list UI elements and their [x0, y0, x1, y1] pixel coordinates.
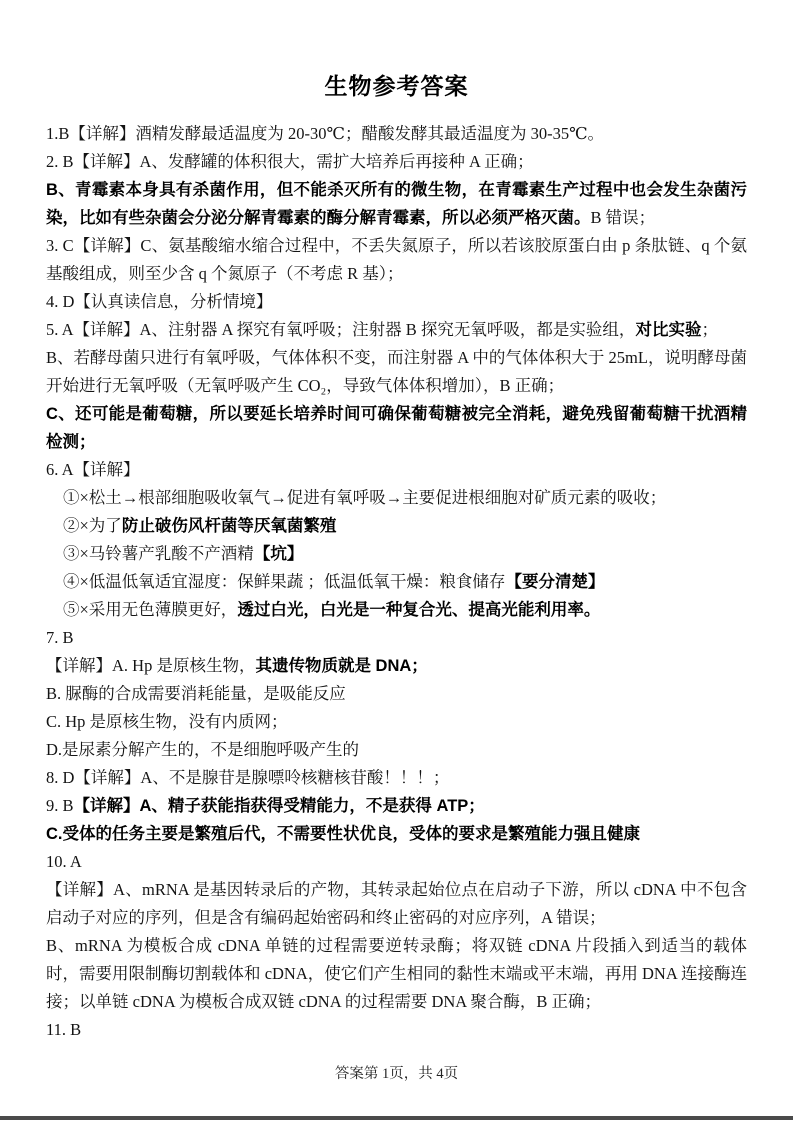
- body-text: 9. B: [46, 796, 74, 815]
- answer-paragraph: [46, 876, 747, 932]
- answer-paragraph: [46, 596, 747, 624]
- emphasis-text: C.受体的任务主要是繁殖后代，不需要性状优良，受体的要求是繁殖能力强且健康: [46, 825, 640, 843]
- answer-paragraph: [46, 400, 747, 456]
- answer-paragraph: [46, 624, 747, 652]
- body-text: 10. A: [46, 852, 82, 871]
- emphasis-text: 防止破伤风杆菌等厌氧菌繁殖: [121, 517, 337, 535]
- answer-paragraph: [46, 540, 747, 568]
- answer-paragraph: [46, 848, 747, 876]
- answer-paragraph: [46, 316, 747, 344]
- body-text: 3. C【详解】C、氨基酸缩水缩合过程中，不丢失氮原子，所以若该胶原蛋白由 p 条肽链、q 个氨基酸组成，则至少含 q 个氮原子（不考虑 R 基）；: [46, 236, 747, 283]
- emphasis-text: 透过白光，白光是一种复合光、提高光能利用率。: [237, 601, 601, 619]
- body-text: 【详解】A. Hp 是原核生物，: [46, 656, 256, 675]
- body-text: 7. B: [46, 628, 74, 647]
- answer-paragraph: [46, 512, 747, 540]
- body-text: ③×马铃薯产乳酸不产酒精: [63, 544, 254, 563]
- emphasis-text: 【详解】A、精子获能指获得受精能力，不是获得 ATP；: [73, 797, 485, 815]
- emphasis-text: 其遗传物质就是 DNA；: [255, 657, 428, 675]
- body-text: 【详解】A、mRNA 是基因转录后的产物，其转录起始位点在启动子下游，所以 cDNA 中不包含启动子对应的序列，但是含有编码起始密码和终止密码的对应序列，A 错误；: [46, 880, 747, 927]
- answer-paragraph: [46, 708, 747, 736]
- emphasis-text: 【坑】: [253, 545, 304, 563]
- body-text: B、mRNA 为模板合成 cDNA 单链的过程需要逆转录酶；将双链 cDNA 片段插入到适当的载体时，需要用限制酶切割载体和 cDNA，使它们产生相同的黏性末端或平末端，再用 DNA 连接酶连接；以单链 cDNA 为模板合成双链 cDNA 的过程需要 DNA 聚合酶，B 正确；: [46, 936, 747, 1011]
- answer-paragraph: [46, 736, 747, 764]
- body-text: B. 脲酶的合成需要消耗能量，是吸能反应: [46, 684, 346, 703]
- body-text: 11. B: [46, 1020, 82, 1039]
- answer-paragraph: [46, 232, 747, 288]
- body-text: 8. D【详解】A、不是腺苷是腺嘌呤核糖核苷酸！！！；: [46, 768, 450, 787]
- body-text: ④×低温低氧适宜湿度：保鲜果蔬 ；低温低氧干燥：粮食储存: [63, 572, 506, 591]
- page-bottom-separator: [0, 1116, 793, 1120]
- answer-paragraph: [46, 344, 747, 400]
- body-text: 6. A【详解】: [46, 460, 140, 479]
- body-text: ①×松土→根部细胞吸收氧气→促进有氧呼吸→主要促进根细胞对矿质元素的吸收；: [63, 488, 667, 507]
- body-text: ；: [701, 320, 718, 339]
- answer-paragraph: [46, 148, 747, 176]
- answer-paragraph: [46, 792, 747, 820]
- page-number-footer: 答案第 1页，共 4页: [334, 1066, 459, 1082]
- answer-paragraph: [46, 176, 747, 232]
- body-text: C. Hp 是原核生物，没有内质网；: [46, 712, 288, 731]
- answer-paragraph: [46, 932, 747, 1016]
- answer-paragraph: [46, 568, 747, 596]
- answer-paragraph: [46, 1016, 747, 1044]
- answer-paragraph: [46, 484, 747, 512]
- emphasis-text: C、还可能是葡萄糖，所以要延长培养时间可确保葡萄糖被完全消耗，避免残留葡萄糖干扰酒精检测；: [46, 405, 747, 451]
- document-title: 生物参考答案: [324, 74, 469, 99]
- answer-content: [46, 120, 747, 1044]
- answer-paragraph: [46, 820, 747, 848]
- body-text: ②×为了: [63, 516, 122, 535]
- body-text: 4. D【认真读信息，分析情境】: [46, 292, 273, 311]
- answer-paragraph: [46, 456, 747, 484]
- body-text: B、若酵母菌只进行有氧呼吸，气体体积不变，而注射器 A 中的气体体积大于 25mL，说明酵母菌开始进行无氧呼吸（无氧呼吸产生 CO₂，导致气体体积增加），B 正确；: [46, 348, 747, 395]
- body-text: D.是尿素分解产生的，不是细胞呼吸产生的: [46, 740, 360, 759]
- body-text: 2. B【详解】A、发酵罐的体积很大，需扩大培养后再接种 A 正确；: [46, 152, 534, 171]
- body-text: ⑤×采用无色薄膜更好，: [63, 600, 238, 619]
- emphasis-text: B、青霉素本身具有杀菌作用，但不能杀灭所有的微生物，在青霉素生产过程中也会发生杂菌污染，比如有些杂菌会分泌分解青霉素的酶分解青霉素，所以必须严格灭菌。: [46, 181, 747, 227]
- emphasis-text: 对比实验: [635, 321, 702, 339]
- answer-paragraph: [46, 288, 747, 316]
- answer-paragraph: [46, 680, 747, 708]
- answer-paragraph: [46, 764, 747, 792]
- body-text: 1.B【详解】酒精发酵最适温度为 20-30℃；醋酸发酵其最适温度为 30-35℃。: [46, 124, 605, 143]
- answer-paragraph: [46, 652, 747, 680]
- emphasis-text: 【要分清楚】: [505, 573, 605, 591]
- body-text: 5. A【详解】A、注射器 A 探究有氧呼吸；注射器 B 探究无氧呼吸，都是实验组，: [46, 320, 636, 339]
- body-text: B 错误；: [590, 208, 656, 227]
- answer-paragraph: [46, 120, 747, 148]
